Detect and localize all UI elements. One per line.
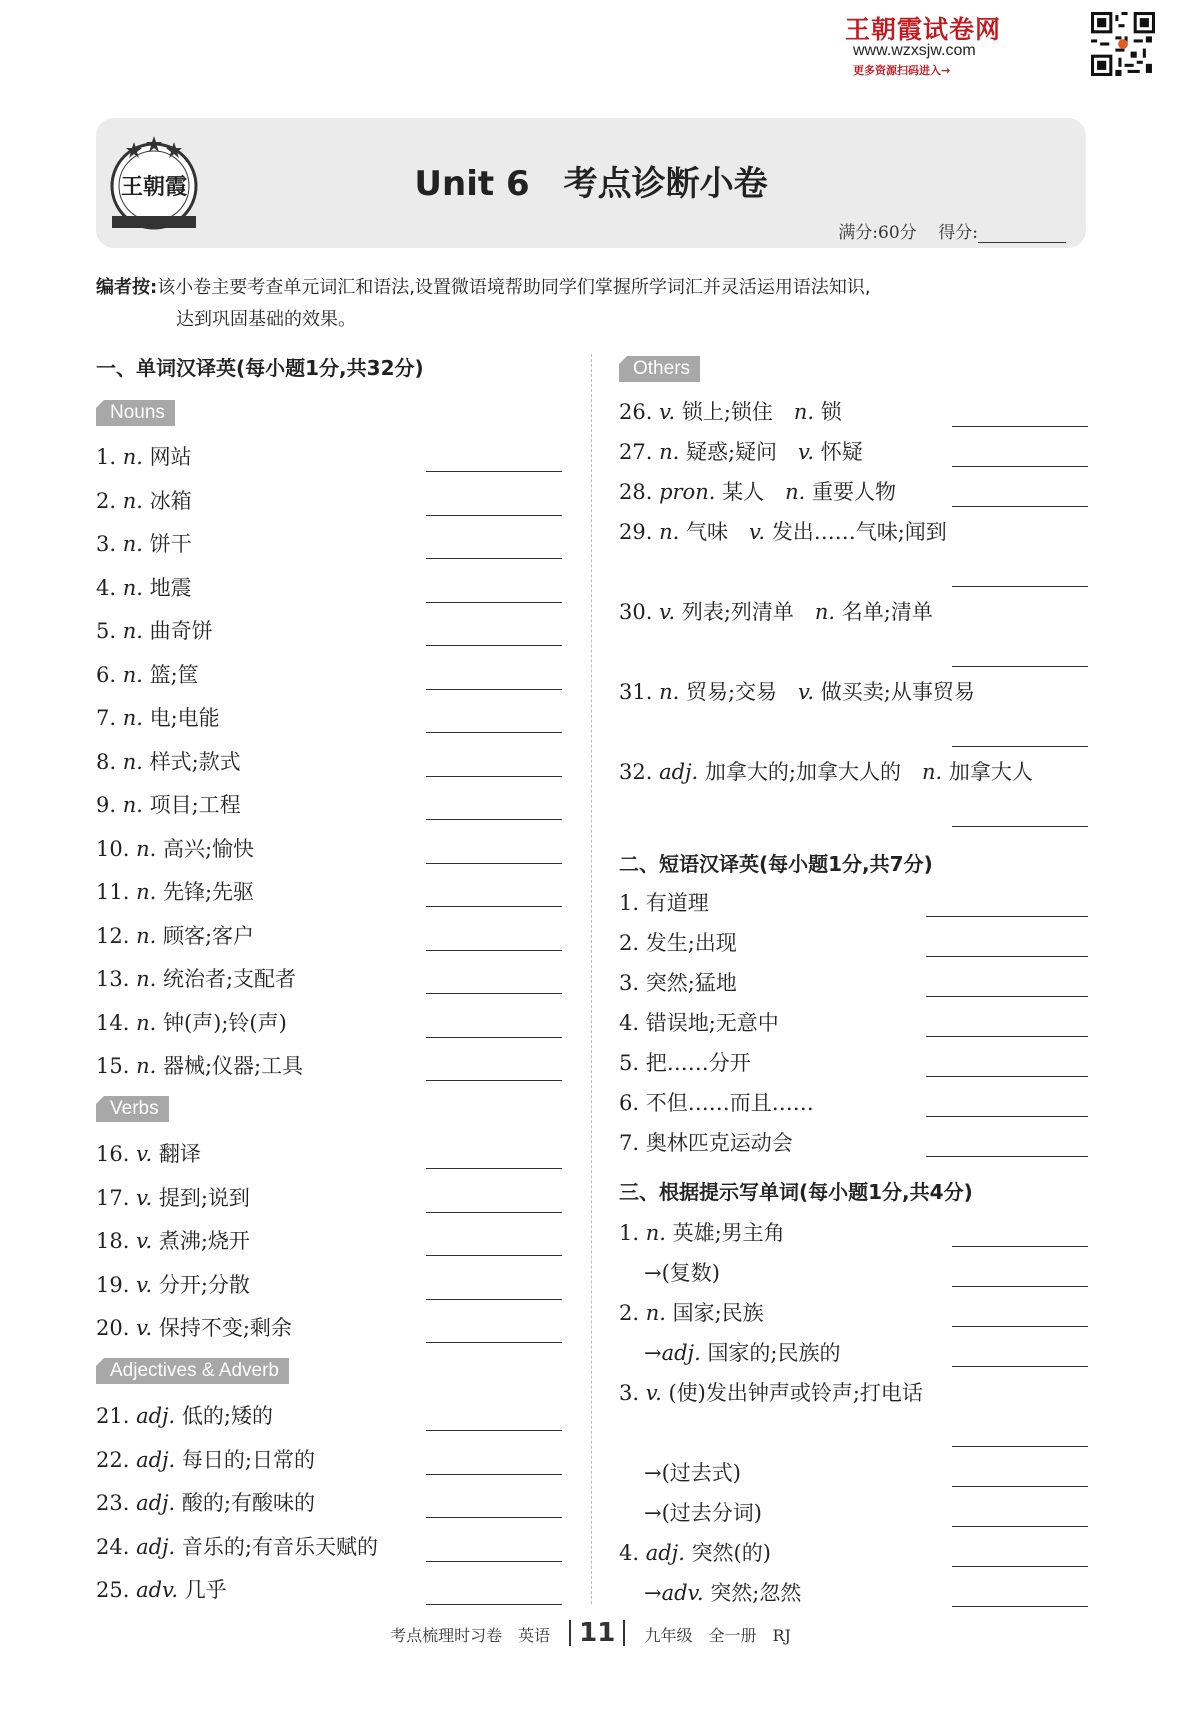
question-item — [619, 1540, 771, 1566]
tag-adjectives-adverb: Adjectives & Adverb — [96, 1358, 289, 1384]
part-of-speech: adj. — [136, 1491, 176, 1515]
score-area — [838, 218, 1066, 243]
answer-blank[interactable] — [426, 1212, 562, 1213]
question-number: 30. — [619, 600, 660, 624]
answer-blank[interactable] — [426, 558, 562, 559]
question-item — [619, 399, 842, 425]
phrase-item: 7. 奥林匹克运动会 — [619, 1131, 793, 1155]
brand-tip: 更多资源扫码进入→ — [853, 64, 951, 77]
full-score: 满分:60分 — [838, 223, 917, 243]
part-of-speech: v. — [136, 1316, 153, 1340]
answer-blank[interactable] — [952, 466, 1088, 467]
answer-blank[interactable] — [952, 586, 1088, 587]
question-item — [619, 759, 1033, 785]
question-text: 锁 — [820, 400, 842, 424]
question-text: 英雄;男主角 — [672, 1221, 785, 1245]
question-text: →(过去分词) — [644, 1501, 762, 1525]
question-text: 突然;忽然 — [710, 1581, 802, 1605]
question-text: 音乐的;有音乐天赋的 — [181, 1534, 378, 1559]
question-number: 24. — [96, 1534, 137, 1559]
answer-blank[interactable] — [426, 819, 562, 820]
answer-blank[interactable] — [426, 1561, 562, 1562]
part-of-speech: →adj. — [644, 1341, 701, 1365]
question-text: 冰箱 — [149, 488, 192, 513]
question-item — [96, 966, 296, 992]
question-text: 气味 — [685, 520, 728, 544]
question-item — [96, 1490, 315, 1516]
question-text: 饼干 — [149, 532, 192, 556]
question-text: 酸的;有酸味的 — [181, 1491, 315, 1515]
question-text: 贸易;交易 — [685, 680, 778, 704]
part-of-speech: n. — [136, 1054, 157, 1078]
question-item — [644, 1260, 720, 1286]
answer-blank[interactable] — [426, 950, 562, 951]
brand-block — [845, 10, 1085, 80]
question-text: 地震 — [149, 575, 192, 600]
question-number: 2. — [96, 488, 123, 513]
part-of-speech: n. — [814, 600, 836, 624]
answer-blank[interactable] — [426, 776, 562, 777]
part-of-speech: n. — [122, 749, 143, 774]
question-number: 14. — [96, 1010, 137, 1035]
question-number: 6. — [96, 662, 123, 687]
question-text: 保持不变;剩余 — [158, 1316, 292, 1340]
question-text: 怀疑 — [820, 440, 863, 464]
part-of-speech: v. — [645, 1381, 662, 1405]
answer-blank[interactable] — [952, 666, 1088, 667]
question-text: 电;电能 — [149, 706, 220, 730]
part-of-speech: →adv. — [644, 1581, 704, 1605]
answer-blank[interactable] — [952, 1286, 1088, 1287]
question-text: 项目;工程 — [149, 793, 241, 817]
phrase-item: 1. 有道理 — [619, 891, 709, 915]
section2-title: 二、短语汉译英(每小题1分,共7分) — [619, 852, 933, 876]
header-banner — [96, 118, 1086, 248]
answer-blank[interactable] — [952, 506, 1088, 507]
question-text: 列表;列清单 — [681, 600, 794, 624]
question-number: 9. — [96, 793, 123, 817]
answer-blank[interactable] — [926, 1156, 1088, 1157]
phrase-item: 5. 把……分开 — [619, 1051, 751, 1075]
brand-name: 王朝霞试卷网 — [845, 15, 1002, 44]
question-number: 32. — [619, 760, 660, 784]
page-footer — [0, 1620, 1181, 1646]
part-of-speech: adj. — [136, 1534, 176, 1559]
answer-blank[interactable] — [426, 645, 562, 646]
question-item — [619, 1220, 785, 1246]
question-item — [96, 1228, 250, 1254]
answer-blank[interactable] — [952, 1366, 1088, 1367]
part-of-speech: v. — [798, 440, 815, 464]
question-number: 4. — [619, 1541, 646, 1565]
part-of-speech: n. — [645, 1301, 666, 1325]
question-item — [644, 1580, 801, 1606]
part-of-speech: n. — [122, 445, 143, 469]
part-of-speech: v. — [748, 520, 766, 544]
question-item — [619, 1300, 764, 1326]
question-text: 重要人物 — [811, 480, 896, 504]
question-item — [619, 599, 933, 625]
part-of-speech: n. — [793, 400, 815, 424]
answer-blank[interactable] — [952, 426, 1088, 427]
question-number: 25. — [96, 1578, 137, 1602]
part-of-speech: adj. — [659, 760, 699, 784]
question-text: 顾客;客户 — [162, 923, 255, 948]
part-of-speech: n. — [785, 480, 806, 504]
score-blank[interactable] — [978, 226, 1066, 243]
phrase-item: 2. 发生;出现 — [619, 931, 737, 955]
answer-blank[interactable] — [426, 993, 562, 994]
question-number: 31. — [619, 680, 660, 704]
answer-blank[interactable] — [952, 826, 1088, 827]
question-item — [96, 1403, 273, 1429]
answer-blank[interactable] — [952, 1566, 1088, 1567]
part-of-speech: pron. — [659, 480, 716, 504]
question-text: 曲奇饼 — [149, 619, 213, 643]
question-text: (使)发出钟声或铃声;打电话 — [668, 1381, 923, 1405]
answer-blank[interactable] — [426, 1430, 562, 1431]
answer-blank[interactable] — [426, 1474, 562, 1475]
editor-note-line1: 该小卷主要考查单元词汇和语法,设置微语境帮助同学们掌握所学词汇并灵活运用语法知识, — [157, 277, 871, 298]
question-text: 锁上;锁住 — [681, 400, 773, 424]
answer-blank[interactable] — [426, 1604, 562, 1605]
part-of-speech: n. — [122, 532, 143, 556]
part-of-speech: v. — [659, 600, 676, 624]
question-item — [96, 749, 241, 775]
question-number: 18. — [96, 1229, 137, 1253]
question-number: 5. — [96, 619, 123, 643]
question-number: 29. — [619, 520, 660, 544]
question-number: 11. — [96, 880, 137, 904]
question-number: 4. — [96, 575, 123, 600]
question-item — [96, 792, 241, 818]
question-text: 提到;说到 — [158, 1185, 250, 1210]
part-of-speech: n. — [122, 575, 143, 600]
question-number: 20. — [96, 1316, 137, 1340]
question-item — [96, 1053, 303, 1079]
got-score-label: 得分: — [938, 223, 978, 243]
question-item — [96, 1185, 250, 1211]
tag-verbs: Verbs — [96, 1096, 169, 1122]
question-item — [96, 618, 213, 644]
question-text: 先锋;先驱 — [162, 880, 255, 904]
question-text: 加拿大的;加拿大人的 — [704, 760, 901, 784]
part-of-speech: n. — [136, 1010, 157, 1035]
question-item — [96, 1010, 287, 1036]
part-of-speech: n. — [136, 967, 157, 991]
question-text: →(过去式) — [644, 1461, 741, 1485]
question-text: 加拿大人 — [948, 760, 1033, 784]
question-item — [96, 705, 220, 731]
answer-blank[interactable] — [426, 1517, 562, 1518]
question-number: 12. — [96, 923, 137, 948]
question-text: 钟(声);铃(声) — [162, 1010, 287, 1035]
phrase-item: 6. 不但……而且…… — [619, 1091, 814, 1115]
column-divider — [591, 354, 592, 1604]
answer-blank[interactable] — [426, 471, 562, 472]
tag-others: Others — [619, 356, 700, 382]
question-text: 分开;分散 — [158, 1272, 250, 1297]
question-text: 每日的;日常的 — [181, 1447, 315, 1472]
answer-blank[interactable] — [426, 863, 562, 864]
question-text: 器械;仪器;工具 — [162, 1054, 304, 1078]
question-text: 几乎 — [184, 1578, 227, 1602]
question-item — [96, 531, 192, 557]
question-text: 翻译 — [158, 1142, 201, 1166]
question-item — [96, 1534, 378, 1560]
question-item — [644, 1500, 762, 1526]
question-number: 8. — [96, 749, 123, 774]
question-text: 突然(的) — [691, 1541, 771, 1565]
answer-blank[interactable] — [952, 1446, 1088, 1447]
answer-blank[interactable] — [926, 916, 1088, 917]
question-number: 21. — [96, 1404, 137, 1428]
answer-blank[interactable] — [426, 1037, 562, 1038]
part-of-speech: n. — [122, 619, 143, 643]
question-number: 23. — [96, 1491, 137, 1515]
answer-blank[interactable] — [926, 1116, 1088, 1117]
section3-title: 三、根据提示写单词(每小题1分,共4分) — [619, 1180, 973, 1204]
question-number: 13. — [96, 967, 137, 991]
question-item — [96, 488, 192, 514]
question-number: 3. — [619, 1381, 646, 1405]
question-text: 某人 — [722, 480, 765, 504]
question-text: 国家的;民族的 — [707, 1341, 841, 1365]
question-number: 17. — [96, 1185, 137, 1210]
phrase-item: 4. 错误地;无意中 — [619, 1011, 779, 1035]
part-of-speech: n. — [659, 680, 680, 704]
editor-note-label: 编者按: — [96, 277, 158, 298]
question-item — [619, 679, 975, 705]
editor-note-line2: 达到巩固基础的效果。 — [176, 309, 356, 330]
question-text: 统治者;支配者 — [162, 967, 297, 991]
part-of-speech: v. — [136, 1229, 153, 1253]
question-number: 26. — [619, 400, 660, 424]
answer-blank[interactable] — [426, 515, 562, 516]
question-number: 27. — [619, 440, 660, 464]
answer-blank[interactable] — [426, 732, 562, 733]
question-number: 3. — [96, 532, 123, 556]
part-of-speech: n. — [136, 880, 157, 904]
phrase-item: 3. 突然;猛地 — [619, 971, 737, 995]
question-number: 7. — [96, 706, 123, 730]
question-item — [96, 1141, 201, 1167]
part-of-speech: n. — [659, 520, 680, 544]
question-text: 疑惑;疑问 — [685, 440, 778, 464]
question-number: 28. — [619, 480, 660, 504]
question-number: 19. — [96, 1272, 137, 1297]
part-of-speech: v. — [136, 1142, 153, 1166]
question-number: 1. — [619, 1221, 646, 1245]
part-of-speech: n. — [122, 662, 143, 687]
question-item — [619, 479, 896, 505]
question-item — [96, 1315, 292, 1341]
question-number: 10. — [96, 836, 137, 861]
editor-note — [96, 272, 1091, 336]
question-item — [96, 444, 192, 470]
answer-blank[interactable] — [952, 1526, 1088, 1527]
question-item — [96, 836, 254, 862]
answer-blank[interactable] — [426, 1080, 562, 1081]
answer-blank[interactable] — [926, 996, 1088, 997]
answer-blank[interactable] — [952, 1246, 1088, 1247]
part-of-speech: adv. — [136, 1578, 179, 1602]
answer-blank[interactable] — [426, 906, 562, 907]
part-of-speech: adj. — [136, 1447, 176, 1472]
question-text: 高兴;愉快 — [162, 836, 255, 861]
part-of-speech: n. — [136, 923, 157, 948]
question-item — [96, 575, 192, 601]
answer-blank[interactable] — [426, 1342, 562, 1343]
part-of-speech: v. — [136, 1272, 153, 1297]
part-of-speech: adj. — [136, 1404, 176, 1428]
logo-text: 王朝霞 — [120, 174, 188, 200]
question-text: 国家;民族 — [672, 1301, 764, 1325]
answer-blank[interactable] — [426, 602, 562, 603]
question-item — [96, 1577, 227, 1603]
part-of-speech: adj. — [645, 1541, 685, 1565]
page-number: 11 — [569, 1620, 625, 1646]
page-title: Unit 6 考点诊断小卷 — [414, 164, 768, 204]
answer-blank[interactable] — [426, 1299, 562, 1300]
question-item — [96, 923, 254, 949]
part-of-speech: v. — [798, 680, 815, 704]
answer-blank[interactable] — [952, 746, 1088, 747]
tag-nouns: Nouns — [96, 400, 175, 426]
question-text: 发出……气味;闻到 — [771, 520, 947, 544]
part-of-speech: v. — [136, 1185, 153, 1210]
brand-url[interactable]: www.wzxsjw.com — [853, 42, 976, 59]
section1-title: 一、单词汉译英(每小题1分,共32分) — [96, 356, 424, 380]
answer-blank[interactable] — [426, 1168, 562, 1169]
part-of-speech: n. — [645, 1221, 666, 1245]
question-item — [96, 1272, 250, 1298]
question-item — [96, 662, 199, 688]
question-number: 16. — [96, 1142, 137, 1166]
answer-blank[interactable] — [926, 1076, 1088, 1077]
part-of-speech: v. — [659, 400, 676, 424]
question-text: 样式;款式 — [149, 749, 241, 774]
part-of-speech: n. — [922, 760, 943, 784]
question-item — [644, 1460, 741, 1486]
answer-blank[interactable] — [426, 689, 562, 690]
question-text: 名单;清单 — [841, 600, 933, 624]
question-number: 15. — [96, 1054, 137, 1078]
answer-blank[interactable] — [926, 956, 1088, 957]
question-item — [619, 519, 947, 545]
part-of-speech: n. — [136, 836, 157, 861]
question-text: →(复数) — [644, 1261, 720, 1285]
question-number: 1. — [96, 445, 123, 469]
footer-left: 考点梳理时习卷 英语 — [390, 1626, 551, 1645]
question-item — [96, 1447, 315, 1473]
qr-code-icon[interactable] — [1091, 12, 1155, 76]
question-item — [619, 439, 863, 465]
part-of-speech: n. — [122, 793, 143, 817]
part-of-speech: n. — [122, 488, 143, 513]
question-text: 低的;矮的 — [181, 1404, 273, 1428]
question-number: 2. — [619, 1301, 646, 1325]
answer-blank[interactable] — [926, 1036, 1088, 1037]
question-item — [644, 1340, 841, 1366]
question-number: 22. — [96, 1447, 137, 1472]
answer-blank[interactable] — [952, 1606, 1088, 1607]
question-text: 网站 — [149, 445, 192, 469]
question-text: 做买卖;从事贸易 — [820, 680, 975, 704]
question-text: 煮沸;烧开 — [158, 1229, 250, 1253]
part-of-speech: n. — [659, 440, 680, 464]
part-of-speech: n. — [122, 706, 143, 730]
answer-blank[interactable] — [426, 1255, 562, 1256]
question-item — [96, 879, 254, 905]
footer-right: 九年级 全一册 RJ — [644, 1626, 791, 1645]
answer-blank[interactable] — [952, 1326, 1088, 1327]
question-item — [619, 1380, 923, 1406]
question-text: 篮;筐 — [149, 662, 199, 687]
answer-blank[interactable] — [952, 1486, 1088, 1487]
